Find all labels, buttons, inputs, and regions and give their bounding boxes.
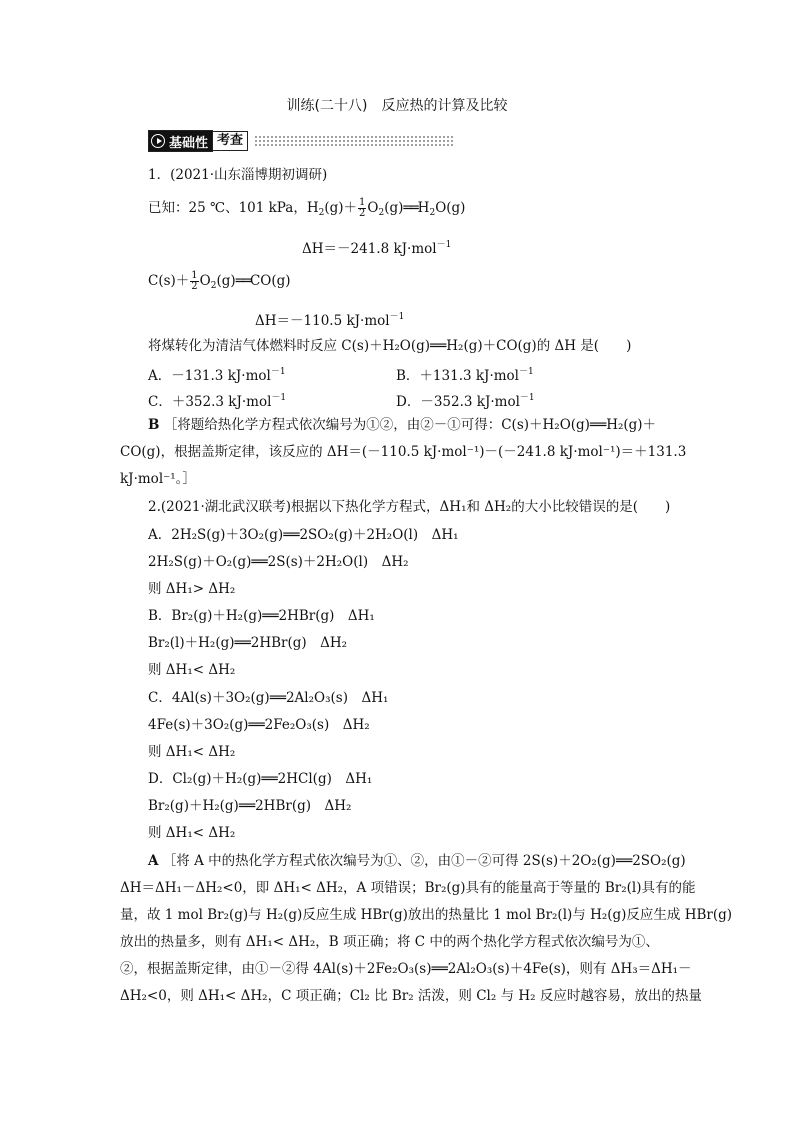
q2-answer-line: ΔH₂<0，则 ΔH₁< ΔH₂，C 项正确；Cl₂ 比 Br₂ 活泼，则 Cl₂ 与 H₂ 反应时越容易，放出的热量 [120,988,702,1004]
q2-answer-line: ②，根据盖斯定律，由①－②得 4Al(s)＋2Fe₂O₃(s)══2Al₂O₃(s)＋4Fe(s)，则有 ΔH₃＝ΔH₁－ [120,961,692,977]
q1-answer-letter: B [148,417,160,433]
q1-dh1: ΔH＝－241.8 kJ·mol$^{-1}$ [302,240,452,257]
q1-answer-text1: ［将题给热化学方程式依次编号为①②，由②－①可得：C(s)＋H₂O(g)══H₂(g)＋ [163,417,657,433]
fraction-half: $\frac{1}{2}$ [191,270,198,292]
q2-line: 4Fe(s)＋3O₂(g)══2Fe₂O₃(s) ΔH₂ [148,717,370,733]
q2-answer-line: 量，故 1 mol Br₂(g)与 H₂(g)反应生成 HBr(g)放出的热量比 1 mol Br₂(l)与 H₂(g)反应生成 HBr(g) [120,907,733,923]
banner-label: 基础性 [169,135,209,151]
banner-primary [148,130,213,152]
q1-answer-line1 [148,416,656,434]
q2-line: 则 ΔH₁< ΔH₂ [148,744,236,760]
q2-answer-line: ΔH＝ΔH₁－ΔH₂<0，即 ΔH₁< ΔH₂，A 项错误；Br₂(g)具有的能量高于等量的 Br₂(l)具有的能 [120,880,696,896]
q2-line: Br₂(l)＋H₂(g)══2HBr(g) ΔH₂ [148,635,348,651]
q2-line: C．4Al(s)＋3O₂(g)══2Al₂O₃(s) ΔH₁ [148,690,389,706]
q2-line: 则 ΔH₁< ΔH₂ [148,825,236,841]
q2-line: Br₂(g)＋H₂(g)══2HBr(g) ΔH₂ [148,798,352,814]
q2-line: 2H₂S(g)＋O₂(g)══2S(s)＋2H₂O(l) ΔH₂ [148,554,409,570]
q1-option-d: D．－352.3 kJ·mol$^{-1}$ [396,393,535,410]
q1-option-c: C．＋352.3 kJ·mol$^{-1}$ [148,393,287,410]
q2-line: 则 ΔH₁< ΔH₂ [148,662,236,678]
section-banner [148,131,454,151]
play-icon [151,134,165,148]
q1-option-a: A．－131.3 kJ·mol$^{-1}$ [148,367,286,384]
q2-answer-line [148,852,686,870]
q1-option-d-text: D．－352.3 kJ·mol [396,394,520,410]
q1-dh1-text: ΔH＝－241.8 kJ·mol [302,241,437,257]
q1-dh2: ΔH＝－110.5 kJ·mol$^{-1}$ [255,312,405,329]
q1-answer-line2: CO(g)，根据盖斯定律，该反应的 ΔH＝(－110.5 kJ·mol⁻¹)－(－241.8 kJ·mol⁻¹)＝＋131.3 [120,444,687,460]
q2-line: 则 ΔH₁> ΔH₂ [148,581,236,597]
q1-dh2-text: ΔH＝－110.5 kJ·mol [255,313,390,329]
q1-option-c-text: C．＋352.3 kJ·mol [148,394,272,410]
q2-header: 2.(2021·湖北武汉联考)根据以下热化学方程式，ΔH₁和 ΔH₂的大小比较错误的是( ) [148,499,671,515]
q1-answer-line3: kJ·mol⁻¹。］ [120,471,196,487]
q2-answer-letter: A [148,853,159,869]
q1-known-prefix: 已知：25 ℃、101 kPa，H [148,200,319,216]
q2-answer-text: ［将 A 中的热化学方程式依次编号为①、②，由①－②可得 2S(s)＋2O₂(g)══2SO₂(g) [162,853,686,869]
page-title: 训练(二十八) 反应热的计算及比较 [286,98,508,114]
dotted-rule [254,135,454,147]
banner-secondary: 考查 [213,131,248,151]
q2-line: D．Cl₂(g)＋H₂(g)══2HCl(g) ΔH₁ [148,771,373,787]
q1-option-b: B．＋131.3 kJ·mol$^{-1}$ [396,367,534,384]
q1-stem: 将煤转化为清洁气体燃料时反应 C(s)＋H₂O(g)══H₂(g)＋CO(g)的 ΔH 是( ) [148,338,632,354]
fraction-half: $\frac{1}{2}$ [359,197,366,219]
q1-option-b-text: B．＋131.3 kJ·mol [396,368,519,384]
q2-answer-line: 放出的热量多，则有 ΔH₁< ΔH₂，B 项正确；将 C 中的两个热化学方程式依次编号为①、 [120,934,659,950]
q2-line: B．Br₂(g)＋H₂(g)══2HBr(g) ΔH₁ [148,608,375,624]
q1-option-a-text: A．－131.3 kJ·mol [148,368,271,384]
q2-line: A．2H₂S(g)＋3O₂(g)══2SO₂(g)＋2H₂O(l) ΔH₁ [148,527,459,543]
q1-header: 1．(2021·山东淄博期初调研) [148,167,328,183]
q1-co-equation: C(s)＋ $\frac{1}{2}$ $O_2(g)══CO(g)$ [148,270,291,292]
q1-known-equation: 已知：25 ℃、101 kPa，$H_2(g)+$ $\frac{1}{2}$ $O_2(g)══H_2O(g)$ [148,197,466,219]
